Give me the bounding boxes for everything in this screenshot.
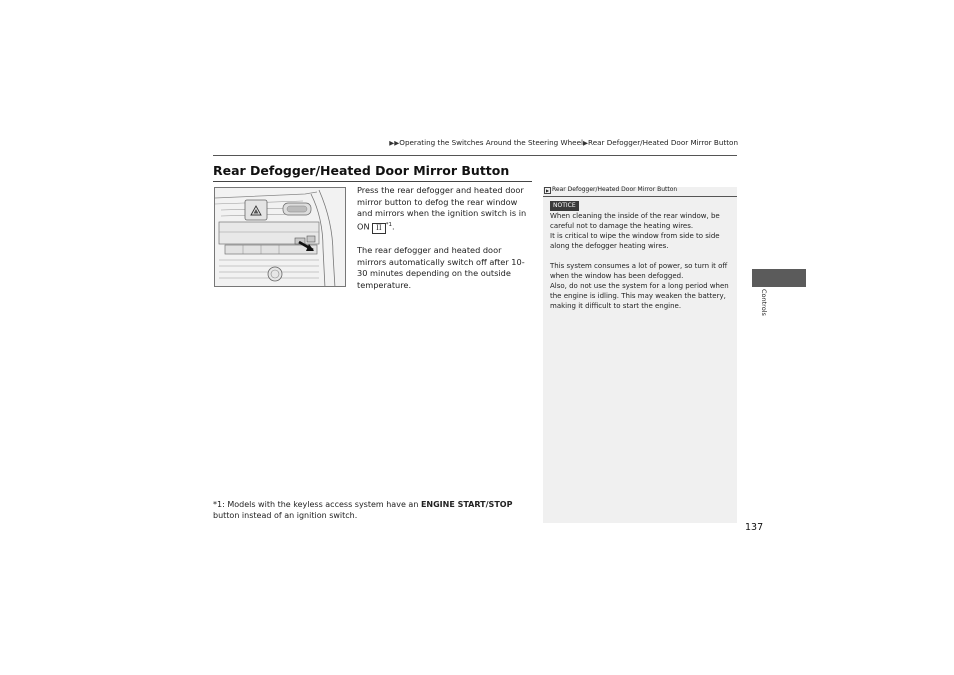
- dashboard-illustration: [214, 187, 346, 287]
- side-p1b: It is critical to wipe the window from side to side along the defogger heating wires.: [550, 232, 720, 250]
- breadcrumb: [386, 138, 738, 147]
- footnote-bold: ENGINE START/STOP: [420, 500, 513, 509]
- double-arrow-icon: ▶▶: [389, 139, 400, 147]
- dashboard-drawing: [215, 188, 346, 287]
- side-panel-title: [544, 186, 736, 194]
- reference-icon: ▶: [545, 188, 550, 193]
- body-p1-text: Press the rear defogger and heated door mirror button to defog the rear window and mirrors when the ignition switch is in ON: [357, 185, 527, 232]
- footnote-text-1: *1: Models with the keyless access system have an: [213, 500, 421, 509]
- footnote-ref: *1: [385, 221, 392, 228]
- arrow-icon: ▶: [583, 139, 589, 147]
- breadcrumb-part-2: Rear Defogger/Heated Door Mirror Button: [588, 138, 738, 147]
- footnote: [213, 499, 533, 522]
- heading-rule: [213, 181, 532, 182]
- side-paragraph-2: [550, 261, 730, 311]
- body-p1-end: .: [391, 221, 395, 232]
- side-paragraph-1: [550, 211, 730, 251]
- ignition-position-badge: II: [372, 223, 386, 234]
- page-number: 137: [745, 522, 764, 533]
- side-p1a: When cleaning the inside of the rear window, be careful not to damage the heating wires.: [550, 212, 720, 230]
- top-rule: [213, 155, 737, 156]
- breadcrumb-part-1: Operating the Switches Around the Steering Wheel: [399, 138, 584, 147]
- body-text: [357, 185, 533, 303]
- chapter-tab[interactable]: [752, 269, 806, 287]
- notice-badge: NOTICE: [550, 201, 579, 211]
- side-panel-title-text: Rear Defogger/Heated Door Mirror Button: [552, 186, 678, 193]
- side-panel-rule: [543, 196, 737, 197]
- footnote-text-2: button instead of an ignition switch.: [213, 511, 358, 521]
- section-heading: Rear Defogger/Heated Door Mirror Button: [213, 163, 510, 178]
- side-p2b: Also, do not use the system for a long period when the engine is idling. This may weaken the battery, making it difficult to start the engine.: [550, 282, 729, 310]
- body-paragraph-1: [357, 185, 533, 234]
- body-paragraph-2: The rear defogger and heated door mirrors automatically switch off after 10-30 minutes depending on the outside temperature.: [357, 245, 525, 290]
- side-panel-text: [550, 211, 730, 321]
- side-p2a: This system consumes a lot of power, so turn it off when the window has been defogged.: [550, 262, 728, 280]
- chapter-tab-label: Controls: [760, 289, 768, 316]
